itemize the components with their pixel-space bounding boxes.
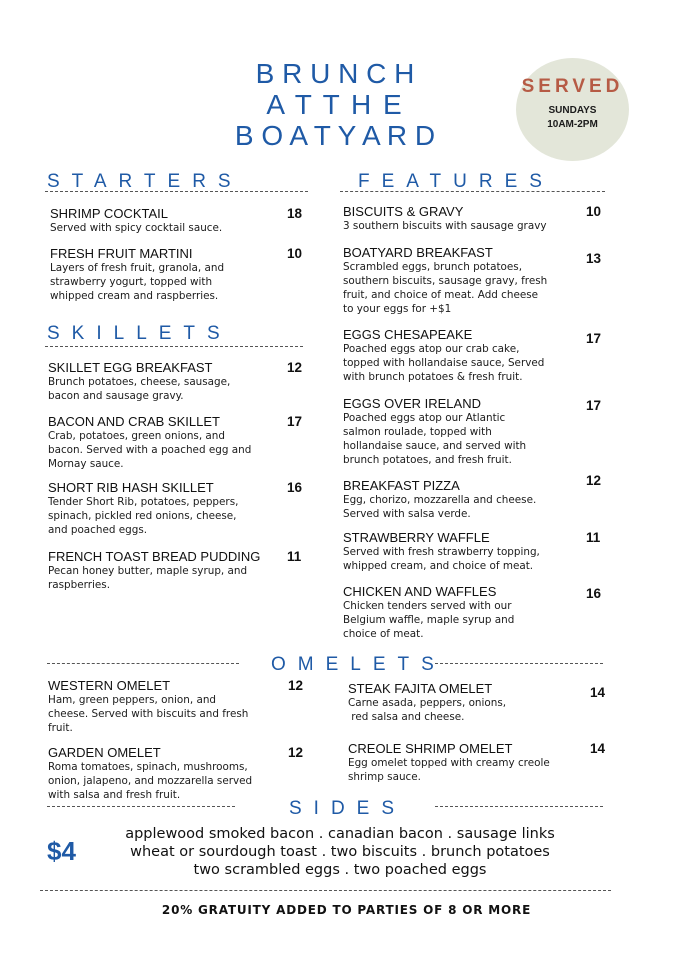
item-description-line: Scrambled eggs, brunch potatoes, [343,261,523,273]
item-description-line: Egg omelet topped with creamy creole [348,757,550,769]
served-days: SUNDAYS [548,105,597,116]
omelets-rule-right [435,663,603,664]
item-description-line: 3 southern biscuits with sausage gravy [343,220,547,232]
item-name: STEAK FAJITA OMELET [348,681,493,696]
section-skillets: SKILLETS [47,323,232,344]
item-price: 11 [287,549,302,564]
item-price: 10 [586,204,602,219]
item-description-line: shrimp sauce. [348,771,421,783]
item-description [343,493,536,521]
item-description-line: choice of meat. [343,628,424,640]
item-description-line: Belgium waffle, maple syrup and [343,614,515,626]
item-price: 14 [590,685,606,700]
item-description-line: salmon roulade, topped with [343,426,492,438]
item-description-line: Ham, green peppers, onion, and [48,694,217,706]
item-name: FRESH FRUIT MARTINI [50,246,193,261]
features-rule [340,191,605,192]
item-description-line: onion, jalapeno, and mozzarella served [48,775,253,787]
sides-price: $4 [47,836,76,866]
item-name: BREAKFAST PIZZA [343,478,460,493]
item-description [343,599,514,641]
item-name: WESTERN OMELET [48,678,171,693]
item-description [343,219,547,233]
item-price: 12 [586,473,602,488]
sides-rule-right [435,806,603,807]
item-description-line: southern biscuits, sausage gravy, fresh [343,275,548,287]
item-description-line: bacon. Served with a poached egg and [48,444,252,456]
item-description [48,760,252,802]
item-price: 14 [590,741,606,756]
item-name: CHICKEN AND WAFFLES [343,584,497,599]
item-description [50,261,224,303]
item-description [50,221,222,235]
item-name: SHORT RIB HASH SKILLET [48,480,214,495]
item-description-line: Crab, potatoes, green onions, and [48,430,225,442]
item-description [343,411,526,467]
title-line-1: B R U N C H [255,58,415,89]
item-price: 12 [288,678,304,693]
item-price: 12 [288,745,304,760]
item-description-line: Brunch potatoes, cheese, sausage, [48,376,231,388]
item-description [48,429,251,471]
served-badge [516,58,629,161]
served-hours: 10AM-2PM [547,119,598,130]
title-line-2: A T T H E [266,89,404,120]
item-description-line: and poached eggs. [48,524,148,536]
section-features: FEATURES [358,171,554,192]
item-description-line: whipped cream and raspberries. [50,290,219,302]
item-price: 18 [287,206,303,221]
item-description-line: with brunch potatoes & fresh fruit. [343,371,523,383]
item-description [348,696,506,724]
gratuity-notice: 20% GRATUITY ADDED TO PARTIES OF 8 OR MORE [161,903,532,917]
item-description-line: with salsa and fresh fruit. [48,789,181,801]
item-name: BACON AND CRAB SKILLET [48,414,220,429]
item-description-line: Chicken tenders served with our [343,600,512,612]
item-description-line: Poached eggs atop our crab cake, [343,343,520,355]
item-name: CREOLE SHRIMP OMELET [348,741,513,756]
item-description-line: to your eggs for +$1 [343,303,452,315]
skillets-rule [45,346,303,347]
item-price: 11 [586,530,601,545]
item-name: FRENCH TOAST BREAD PUDDING [48,549,261,564]
item-description [48,375,230,403]
item-description-line: hollandaise sauce, and served with [343,440,527,452]
item-price: 17 [586,331,602,346]
item-description-line: Mornay sauce. [48,458,124,470]
starters-rule [45,191,308,192]
section-sides: SIDES [289,798,407,819]
omelets-rule-left [47,663,239,664]
item-name: BISCUITS & GRAVY [343,204,464,219]
item-price: 10 [287,246,303,261]
item-price: 17 [586,398,602,413]
item-description-line: fruit, and choice of meat. Add cheese [343,289,539,301]
item-description-line: cheese. Served with biscuits and fresh [48,708,249,720]
item-description-line: Egg, chorizo, mozzarella and cheese. [343,494,537,506]
item-name: SKILLET EGG BREAKFAST [48,360,213,375]
item-name: SHRIMP COCKTAIL [50,206,168,221]
sides-rule-left [47,806,235,807]
item-description-line: bacon and sausage gravy. [48,390,184,402]
item-description-line: Served with fresh strawberry topping, [343,546,540,558]
item-description-line: Carne asada, peppers, onions, [348,697,507,709]
item-description-line: whipped cream, and choice of meat. [343,560,534,572]
item-description-line: Tender Short Rib, potatoes, peppers, [48,496,239,508]
item-price: 17 [287,414,303,429]
served-label: SERVED [521,76,624,97]
section-starters: STARTERS [47,171,243,192]
section-omelets: OMELETS [271,654,446,675]
item-description-line: fruit. [48,722,73,734]
item-description [343,260,547,316]
item-description-line: brunch potatoes, and fresh fruit. [343,454,512,466]
item-description-line: Layers of fresh fruit, granola, and [50,262,225,274]
sides-line-2: wheat or sourdough toast . two biscuits . brunch potatoes [130,844,550,860]
item-description [343,342,544,384]
item-price: 16 [287,480,303,495]
item-name: EGGS CHESAPEAKE [343,327,473,342]
item-price: 12 [287,360,303,375]
item-description [348,756,550,784]
item-description-line: Served with salsa verde. [343,508,471,520]
item-description-line: Served with spicy cocktail sauce. [50,222,223,234]
item-name: BOATYARD BREAKFAST [343,245,493,260]
item-description [343,545,540,573]
footer-rule [40,890,611,891]
item-description [48,564,247,592]
item-price: 13 [586,251,602,266]
item-description-line: topped with hollandaise sauce, Served [343,357,545,369]
sides-line-1: applewood smoked bacon . canadian bacon . sausage links [125,826,555,842]
item-description-line: Pecan honey butter, maple syrup, and [48,565,248,577]
sides-line-3: two scrambled eggs . two poached eggs [193,862,487,878]
item-name: STRAWBERRY WAFFLE [343,530,490,545]
item-name: GARDEN OMELET [48,745,161,760]
item-price: 16 [586,586,602,601]
item-description-line: raspberries. [48,579,110,591]
item-description-line: Roma tomatoes, spinach, mushrooms, [48,761,248,773]
item-description [48,495,238,537]
item-description-line: red salsa and cheese. [348,711,465,723]
item-description-line: strawberry yogurt, topped with [50,276,213,288]
title-line-3: B O A T Y A R D [234,120,436,151]
item-description-line: spinach, pickled red onions, cheese, [48,510,237,522]
item-name: EGGS OVER IRELAND [343,396,481,411]
item-description-line: Poached eggs atop our Atlantic [343,412,506,424]
item-description [48,693,248,735]
